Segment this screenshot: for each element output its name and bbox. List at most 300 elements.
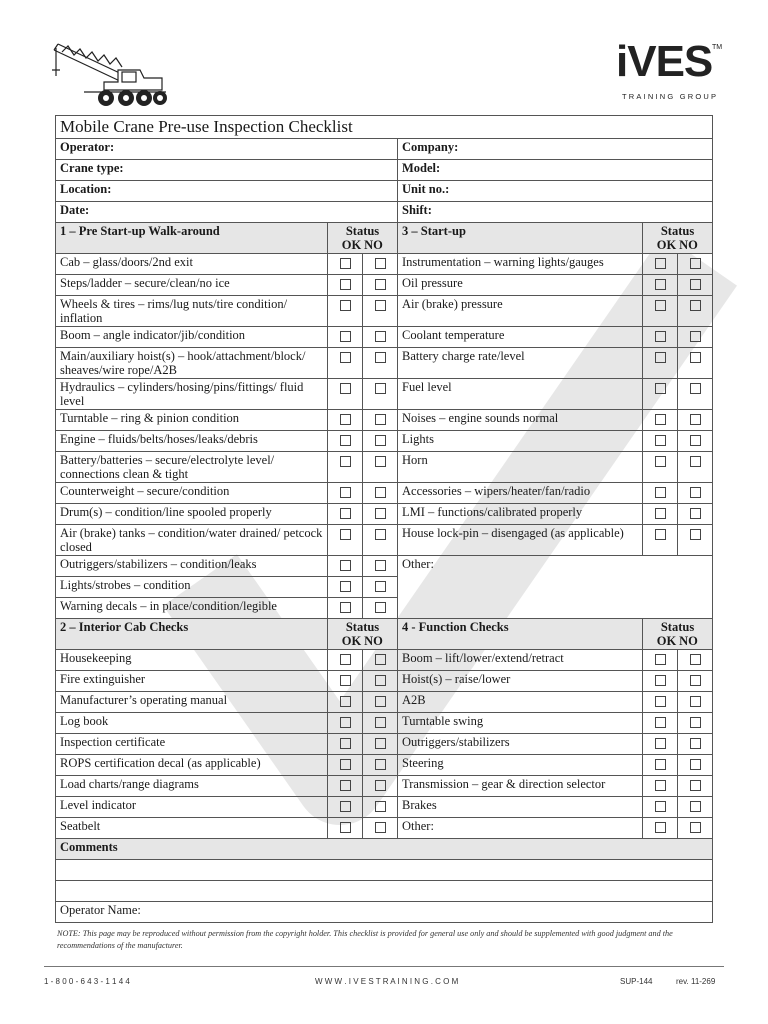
no-checkbox[interactable] <box>690 414 701 425</box>
no-checkbox[interactable] <box>690 331 701 342</box>
checklist-item: Oil pressure <box>398 275 643 296</box>
ok-checkbox[interactable] <box>340 759 351 770</box>
checklist-item: Lights/strobes – condition <box>56 577 328 598</box>
status-ok-label: OK <box>341 634 362 648</box>
checklist-item: Other: <box>398 818 643 839</box>
no-checkbox[interactable] <box>375 331 386 342</box>
no-cell <box>363 556 398 577</box>
no-checkbox[interactable] <box>690 717 701 728</box>
footer-divider <box>44 966 724 967</box>
no-cell <box>363 734 398 755</box>
ok-cell <box>643 483 678 504</box>
no-cell <box>363 327 398 348</box>
ok-checkbox[interactable] <box>340 780 351 791</box>
ok-cell <box>643 348 678 379</box>
no-cell <box>678 692 713 713</box>
no-checkbox[interactable] <box>690 675 701 686</box>
no-cell <box>678 327 713 348</box>
no-checkbox[interactable] <box>375 529 386 540</box>
ok-checkbox[interactable] <box>340 801 351 812</box>
ok-cell <box>643 525 678 556</box>
no-checkbox[interactable] <box>690 456 701 467</box>
checklist-item: Lights <box>398 431 643 452</box>
ok-cell <box>328 776 363 797</box>
table-row <box>56 452 713 483</box>
table-row <box>56 223 713 254</box>
no-cell <box>678 818 713 839</box>
checklist-item: Drum(s) – condition/line spooled properly <box>56 504 328 525</box>
ok-cell <box>328 713 363 734</box>
ok-cell <box>328 275 363 296</box>
table-row <box>56 619 713 650</box>
checklist-item: Hoist(s) – raise/lower <box>398 671 643 692</box>
comments-heading: Comments <box>56 839 713 860</box>
logo-subtitle: TRAINING GROUP <box>622 92 719 101</box>
ok-cell <box>328 452 363 483</box>
checklist-item: Battery charge rate/level <box>398 348 643 379</box>
checklist-item: Boom – lift/lower/extend/retract <box>398 650 643 671</box>
checklist-item: Cab – glass/doors/2nd exit <box>56 254 328 275</box>
section-heading: 2 – Interior Cab Checks <box>56 619 328 650</box>
table-row <box>56 818 713 839</box>
no-checkbox[interactable] <box>375 822 386 833</box>
ok-checkbox[interactable] <box>655 780 666 791</box>
copyright-note: NOTE: This page may be reproduced without permission from the copyright holder. This checklist is provided for general use only and should be supplemented with good judgment and the recommendations of the manufacturer. <box>57 929 673 950</box>
ok-cell <box>328 692 363 713</box>
comments-line <box>56 860 713 881</box>
checklist-item: Hydraulics – cylinders/hosing/pins/fittings/ fluid level <box>56 379 328 410</box>
ok-cell <box>643 755 678 776</box>
table-row <box>56 692 713 713</box>
ok-cell <box>643 692 678 713</box>
status-no-label: NO <box>364 238 383 252</box>
ok-cell <box>643 504 678 525</box>
checklist-item: Coolant temperature <box>398 327 643 348</box>
table-row <box>56 379 713 410</box>
ok-checkbox[interactable] <box>340 602 351 613</box>
status-header <box>328 223 398 254</box>
checklist-item: Seatbelt <box>56 818 328 839</box>
ok-cell <box>328 650 363 671</box>
checklist-item: Air (brake) pressure <box>398 296 643 327</box>
logo-wordmark: iVES <box>616 37 713 86</box>
ok-checkbox[interactable] <box>655 414 666 425</box>
table-row <box>56 755 713 776</box>
checklist-item: Log book <box>56 713 328 734</box>
status-label: Status <box>660 224 695 238</box>
table-row <box>56 902 713 923</box>
ok-cell <box>328 327 363 348</box>
ok-cell <box>328 379 363 410</box>
no-checkbox[interactable] <box>375 738 386 749</box>
ok-cell <box>643 431 678 452</box>
no-checkbox[interactable] <box>375 456 386 467</box>
ok-checkbox[interactable] <box>655 696 666 707</box>
info-field-label: Model: <box>398 160 713 181</box>
ives-logo <box>612 36 722 106</box>
no-cell <box>678 348 713 379</box>
footer-website: W W W . I V E S T R A I N I N G . C O M <box>315 977 459 986</box>
ok-cell <box>328 556 363 577</box>
other-notes-cell: Other: <box>398 556 713 619</box>
ok-checkbox[interactable] <box>655 300 666 311</box>
checklist-item: Air (brake) tanks – condition/water drained/ petcock closed <box>56 525 328 556</box>
ok-checkbox[interactable] <box>655 717 666 728</box>
table-row <box>56 181 713 202</box>
ok-checkbox[interactable] <box>340 822 351 833</box>
no-checkbox[interactable] <box>690 383 701 394</box>
ok-cell <box>328 483 363 504</box>
ok-cell <box>643 410 678 431</box>
info-field-label: Crane type: <box>56 160 398 181</box>
ok-checkbox[interactable] <box>655 279 666 290</box>
no-cell <box>363 254 398 275</box>
ok-cell <box>328 296 363 327</box>
ok-checkbox[interactable] <box>340 258 351 269</box>
no-checkbox[interactable] <box>375 279 386 290</box>
no-cell <box>363 797 398 818</box>
ok-cell <box>643 275 678 296</box>
ok-cell <box>328 348 363 379</box>
ok-cell <box>643 671 678 692</box>
no-checkbox[interactable] <box>690 801 701 812</box>
no-cell <box>363 296 398 327</box>
no-checkbox[interactable] <box>375 300 386 311</box>
checklist-item: Level indicator <box>56 797 328 818</box>
no-checkbox[interactable] <box>690 529 701 540</box>
checklist-item: Inspection certificate <box>56 734 328 755</box>
status-header <box>643 223 713 254</box>
no-cell <box>363 275 398 296</box>
status-no-label: NO <box>364 634 383 648</box>
checklist-item: Brakes <box>398 797 643 818</box>
section-heading: 3 – Start-up <box>398 223 643 254</box>
checklist-item: House lock-pin – disengaged (as applicable) <box>398 525 643 556</box>
crane-illustration <box>44 30 172 108</box>
checklist-item: LMI – functions/calibrated properly <box>398 504 643 525</box>
checklist-item: Boom – angle indicator/jib/condition <box>56 327 328 348</box>
status-label: Status <box>345 620 380 634</box>
no-checkbox[interactable] <box>375 352 386 363</box>
no-cell <box>363 776 398 797</box>
status-label: Status <box>345 224 380 238</box>
checklist-item: Fuel level <box>398 379 643 410</box>
table-row <box>56 160 713 181</box>
ok-checkbox[interactable] <box>340 300 351 311</box>
no-checkbox[interactable] <box>690 738 701 749</box>
no-checkbox[interactable] <box>690 352 701 363</box>
checklist-item: Wheels & tires – rims/lug nuts/tire condition/ inflation <box>56 296 328 327</box>
ok-checkbox[interactable] <box>655 529 666 540</box>
ok-checkbox[interactable] <box>655 456 666 467</box>
no-checkbox[interactable] <box>375 602 386 613</box>
ok-cell <box>328 797 363 818</box>
info-field-label: Company: <box>398 139 713 160</box>
ok-checkbox[interactable] <box>655 654 666 665</box>
no-checkbox[interactable] <box>375 508 386 519</box>
status-no-label: NO <box>679 634 698 648</box>
table-row <box>56 860 713 881</box>
logo-trademark: TM <box>712 44 723 51</box>
no-cell <box>363 525 398 556</box>
no-checkbox[interactable] <box>375 696 386 707</box>
status-header <box>643 619 713 650</box>
status-header <box>328 619 398 650</box>
ok-checkbox[interactable] <box>340 487 351 498</box>
ok-checkbox[interactable] <box>340 383 351 394</box>
no-checkbox[interactable] <box>375 759 386 770</box>
checklist-item: Accessories – wipers/heater/fan/radio <box>398 483 643 504</box>
checklist-table <box>55 115 713 923</box>
ok-cell <box>328 577 363 598</box>
no-checkbox[interactable] <box>375 654 386 665</box>
checklist-item: Counterweight – secure/condition <box>56 483 328 504</box>
checklist-item: Steering <box>398 755 643 776</box>
ok-checkbox[interactable] <box>340 331 351 342</box>
checklist-item: Instrumentation – warning lights/gauges <box>398 254 643 275</box>
no-checkbox[interactable] <box>690 508 701 519</box>
ok-cell <box>328 525 363 556</box>
no-checkbox[interactable] <box>375 675 386 686</box>
no-cell <box>363 713 398 734</box>
info-field-label: Unit no.: <box>398 181 713 202</box>
checklist-item: Battery/batteries – secure/electrolyte level/ connections clean & tight <box>56 452 328 483</box>
no-checkbox[interactable] <box>375 258 386 269</box>
footer-form-code: SUP-144 <box>620 977 653 986</box>
table-row <box>56 671 713 692</box>
no-checkbox[interactable] <box>375 581 386 592</box>
table-row <box>56 202 713 223</box>
no-cell <box>363 692 398 713</box>
checklist-item: Noises – engine sounds normal <box>398 410 643 431</box>
ok-cell <box>328 504 363 525</box>
no-cell <box>678 797 713 818</box>
no-cell <box>363 577 398 598</box>
no-cell <box>678 713 713 734</box>
no-checkbox[interactable] <box>690 487 701 498</box>
info-field-label: Date: <box>56 202 398 223</box>
table-row <box>56 776 713 797</box>
table-row <box>56 839 713 860</box>
ok-checkbox[interactable] <box>340 279 351 290</box>
checklist-item: Steps/ladder – secure/clean/no ice <box>56 275 328 296</box>
ok-cell <box>643 452 678 483</box>
footer-revision: rev. 11-269 <box>676 977 716 986</box>
status-ok-label: OK <box>656 238 677 252</box>
no-checkbox[interactable] <box>375 717 386 728</box>
no-checkbox[interactable] <box>375 414 386 425</box>
ok-checkbox[interactable] <box>340 414 351 425</box>
ok-cell <box>328 755 363 776</box>
checklist-item: Housekeeping <box>56 650 328 671</box>
table-row <box>56 650 713 671</box>
ok-cell <box>643 254 678 275</box>
ok-checkbox[interactable] <box>340 508 351 519</box>
ok-cell <box>643 379 678 410</box>
no-checkbox[interactable] <box>690 279 701 290</box>
checklist-item: Transmission – gear & direction selector <box>398 776 643 797</box>
status-ok-label: OK <box>656 634 677 648</box>
ok-checkbox[interactable] <box>340 560 351 571</box>
no-checkbox[interactable] <box>375 780 386 791</box>
ok-cell <box>643 776 678 797</box>
table-row <box>56 734 713 755</box>
ok-cell <box>643 797 678 818</box>
checklist-item: ROPS certification decal (as applicable) <box>56 755 328 776</box>
no-cell <box>363 504 398 525</box>
info-field-label: Location: <box>56 181 398 202</box>
checklist-item: Manufacturer’s operating manual <box>56 692 328 713</box>
ok-cell <box>643 713 678 734</box>
no-checkbox[interactable] <box>690 435 701 446</box>
table-row <box>56 327 713 348</box>
no-cell <box>363 452 398 483</box>
ok-cell <box>643 818 678 839</box>
ok-cell <box>328 431 363 452</box>
ok-checkbox[interactable] <box>340 529 351 540</box>
ok-checkbox[interactable] <box>340 738 351 749</box>
no-cell <box>363 598 398 619</box>
ok-cell <box>328 671 363 692</box>
checklist-item: Turntable swing <box>398 713 643 734</box>
no-cell <box>363 348 398 379</box>
table-row <box>56 556 713 577</box>
ok-checkbox[interactable] <box>340 435 351 446</box>
ok-checkbox[interactable] <box>340 352 351 363</box>
checklist-item: Outriggers/stabilizers – condition/leaks <box>56 556 328 577</box>
no-cell <box>363 818 398 839</box>
checklist-item: Turntable – ring & pinion condition <box>56 410 328 431</box>
no-cell <box>678 734 713 755</box>
no-checkbox[interactable] <box>375 560 386 571</box>
table-row <box>56 713 713 734</box>
operator-name-field: Operator Name: <box>56 902 713 923</box>
page-title: Mobile Crane Pre-use Inspection Checklist <box>56 116 713 139</box>
no-cell <box>678 650 713 671</box>
no-cell <box>363 379 398 410</box>
table-row <box>56 296 713 327</box>
checklist-item: Engine – fluids/belts/hoses/leaks/debris <box>56 431 328 452</box>
table-row <box>56 483 713 504</box>
status-label: Status <box>660 620 695 634</box>
ok-checkbox[interactable] <box>655 383 666 394</box>
no-checkbox[interactable] <box>375 801 386 812</box>
no-cell <box>678 431 713 452</box>
ok-checkbox[interactable] <box>340 675 351 686</box>
checklist-item: Main/auxiliary hoist(s) – hook/attachment/block/ sheaves/wire rope/A2B <box>56 348 328 379</box>
ok-cell <box>328 734 363 755</box>
table-row <box>56 410 713 431</box>
ok-checkbox[interactable] <box>340 456 351 467</box>
ok-checkbox[interactable] <box>655 435 666 446</box>
footer-phone: 1 - 8 0 0 - 6 4 3 - 1 1 4 4 <box>44 977 130 986</box>
ok-cell <box>643 734 678 755</box>
no-cell <box>678 379 713 410</box>
no-cell <box>678 483 713 504</box>
info-field-label: Shift: <box>398 202 713 223</box>
no-checkbox[interactable] <box>690 696 701 707</box>
status-no-label: NO <box>679 238 698 252</box>
no-cell <box>363 483 398 504</box>
no-cell <box>678 504 713 525</box>
ok-checkbox[interactable] <box>340 581 351 592</box>
ok-cell <box>643 327 678 348</box>
checklist-item: Load charts/range diagrams <box>56 776 328 797</box>
no-cell <box>678 452 713 483</box>
ok-cell <box>643 650 678 671</box>
no-checkbox[interactable] <box>690 300 701 311</box>
no-cell <box>678 776 713 797</box>
ok-cell <box>328 818 363 839</box>
ok-checkbox[interactable] <box>655 331 666 342</box>
section-heading: 1 – Pre Start-up Walk-around <box>56 223 328 254</box>
no-checkbox[interactable] <box>690 258 701 269</box>
no-checkbox[interactable] <box>375 383 386 394</box>
ok-checkbox[interactable] <box>340 696 351 707</box>
no-cell <box>363 650 398 671</box>
no-checkbox[interactable] <box>375 487 386 498</box>
ok-checkbox[interactable] <box>655 822 666 833</box>
no-checkbox[interactable] <box>690 654 701 665</box>
ok-checkbox[interactable] <box>655 675 666 686</box>
table-row <box>56 348 713 379</box>
table-row <box>56 525 713 556</box>
table-row <box>56 139 713 160</box>
ok-checkbox[interactable] <box>655 759 666 770</box>
checklist-item: Outriggers/stabilizers <box>398 734 643 755</box>
no-cell <box>678 525 713 556</box>
ok-checkbox[interactable] <box>655 352 666 363</box>
no-cell <box>678 671 713 692</box>
ok-checkbox[interactable] <box>655 801 666 812</box>
ok-checkbox[interactable] <box>655 487 666 498</box>
no-cell <box>678 410 713 431</box>
ok-checkbox[interactable] <box>655 258 666 269</box>
ok-cell <box>643 296 678 327</box>
ok-cell <box>328 598 363 619</box>
ok-checkbox[interactable] <box>655 738 666 749</box>
ok-checkbox[interactable] <box>340 717 351 728</box>
no-cell <box>678 275 713 296</box>
no-checkbox[interactable] <box>690 759 701 770</box>
no-checkbox[interactable] <box>375 435 386 446</box>
table-row <box>56 504 713 525</box>
table-row <box>56 275 713 296</box>
table-row <box>56 881 713 902</box>
no-cell <box>363 671 398 692</box>
no-cell <box>678 755 713 776</box>
no-cell <box>363 431 398 452</box>
section-heading: 4 - Function Checks <box>398 619 643 650</box>
no-cell <box>678 296 713 327</box>
table-row <box>56 431 713 452</box>
ok-checkbox[interactable] <box>340 654 351 665</box>
ok-cell <box>328 410 363 431</box>
status-ok-label: OK <box>341 238 362 252</box>
no-checkbox[interactable] <box>690 780 701 791</box>
checklist-item: Fire extinguisher <box>56 671 328 692</box>
checklist-item: Warning decals – in place/condition/legible <box>56 598 328 619</box>
table-row <box>56 116 713 139</box>
checklist-item: Horn <box>398 452 643 483</box>
no-checkbox[interactable] <box>690 822 701 833</box>
checklist-item: A2B <box>398 692 643 713</box>
no-cell <box>363 755 398 776</box>
table-row <box>56 254 713 275</box>
ok-cell <box>328 254 363 275</box>
ok-checkbox[interactable] <box>655 508 666 519</box>
info-field-label: Operator: <box>56 139 398 160</box>
